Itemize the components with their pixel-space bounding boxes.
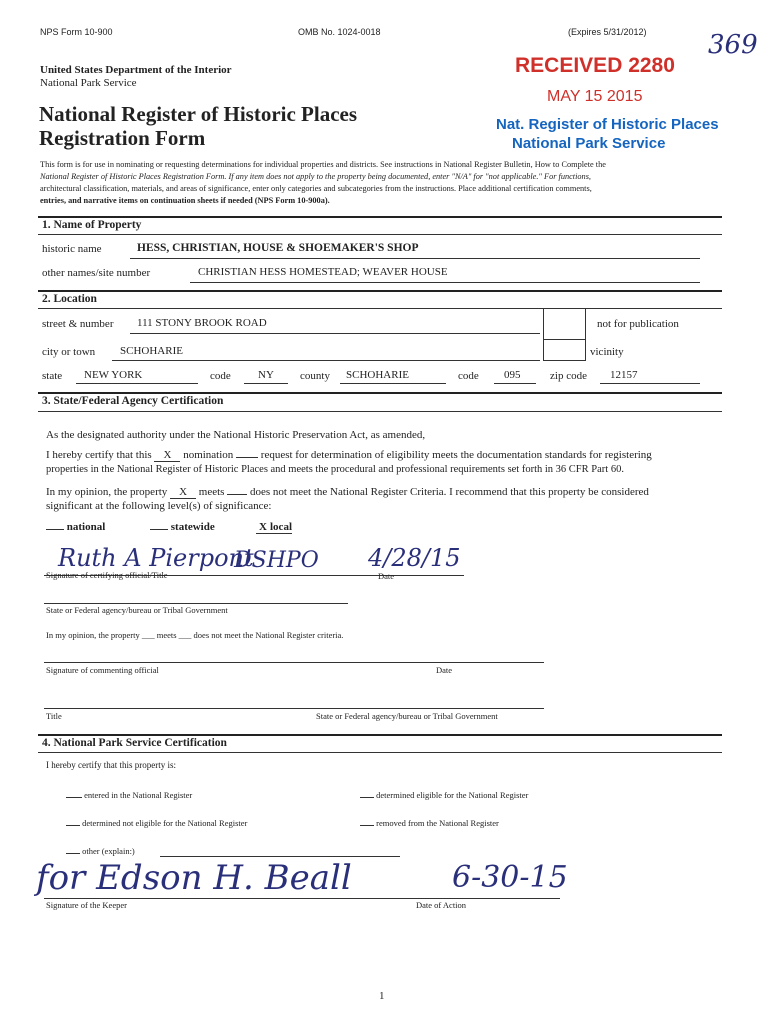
certify-text-a: I hereby certify that this: [46, 449, 152, 461]
authority-statement: As the designated authority under the National Historic Preservation Act, as amended,: [46, 429, 426, 441]
zip-label: zip code: [550, 370, 587, 382]
vicinity-checkbox[interactable]: [543, 339, 586, 361]
street-value[interactable]: 111 STONY BROOK ROAD: [137, 317, 267, 329]
determined-eligible-option: [360, 790, 528, 800]
county-underline: [340, 383, 446, 384]
other-names-underline: [190, 282, 700, 283]
signature-certifying-label: Signature of certifying official/Title: [46, 570, 168, 580]
section-4-heading-rule: [38, 752, 722, 753]
level-national: [46, 521, 105, 533]
state-label: state: [42, 370, 63, 382]
street-underline: [130, 333, 540, 334]
street-label: street & number: [42, 318, 114, 330]
commenting-opinion: In my opinion, the property ___ meets ___ does not meet the National Register criteria.: [46, 630, 344, 640]
determined-not-checkbox[interactable]: [66, 825, 80, 826]
section-4-top-rule: [38, 734, 722, 736]
opinion-line-1: [46, 486, 649, 499]
other-checkbox[interactable]: [66, 853, 80, 854]
opinion-text-a: In my opinion, the property: [46, 486, 168, 498]
request-checkbox[interactable]: [236, 457, 258, 458]
instructions-line-3: architectural classification, materials, and areas of significance, enter only categories and subcategories from the instructions. Place additional certification comments,: [40, 184, 592, 193]
commenting-signature-label: Signature of commenting official: [46, 665, 159, 675]
form-number: NPS Form 10-900: [40, 27, 113, 37]
nomination-checkbox[interactable]: X: [154, 449, 180, 462]
county-label: county: [300, 370, 330, 382]
stamp-line-1: Nat. Register of Historic Places: [496, 116, 719, 133]
action-date: 6-30-15: [452, 860, 568, 895]
removed-option: [360, 818, 499, 828]
keeper-signature: for Edson H. Beall: [36, 858, 352, 898]
statewide-checkbox[interactable]: [150, 529, 168, 530]
section-3-top-rule: [38, 392, 722, 394]
local-label: local: [270, 521, 292, 533]
agency-line: [44, 603, 348, 604]
city-label: city or town: [42, 346, 96, 358]
section-3-heading-rule: [38, 411, 722, 412]
not-for-publication-checkbox[interactable]: [543, 308, 586, 340]
expires-date: (Expires 5/31/2012): [568, 27, 647, 37]
city-underline: [112, 360, 540, 361]
state-code-underline: [244, 383, 288, 384]
title-label: Title: [46, 711, 62, 721]
agency-label: State or Federal agency/bureau or Tribal Government: [46, 605, 228, 615]
certifying-date-label: Date: [378, 571, 395, 581]
other-option: [66, 846, 135, 856]
county-value[interactable]: SCHOHARIE: [346, 369, 409, 381]
determined-eligible-label: determined eligible for the National Register: [376, 790, 529, 800]
zip-value[interactable]: 12157: [610, 369, 638, 381]
determined-eligible-checkbox[interactable]: [360, 797, 374, 798]
title-line: [44, 708, 544, 709]
local-checkbox[interactable]: X: [256, 521, 270, 534]
zip-underline: [600, 383, 700, 384]
entered-checkbox[interactable]: [66, 797, 82, 798]
certify-text-c: request for determination of eligibility meets the documentation standards for registering: [260, 449, 652, 461]
section-2-heading-rule: [38, 308, 722, 309]
instructions-line-4: entries, and narrative items on continuation sheets if needed (NPS Form 10-900a).: [40, 196, 330, 205]
removed-label: removed from the National Register: [376, 818, 499, 828]
received-date-stamp: MAY 15 2015: [547, 88, 643, 105]
section-3-heading: 3. State/Federal Agency Certification: [42, 395, 224, 407]
national-checkbox[interactable]: [46, 529, 64, 530]
section-1-top-rule: [38, 216, 722, 218]
level-local: [256, 521, 292, 534]
county-code-value[interactable]: 095: [504, 369, 521, 381]
section-2-heading: 2. Location: [42, 293, 97, 305]
section-4-heading: 4. National Park Service Certification: [42, 737, 227, 749]
certify-line-2: properties in the National Register of Historic Places and meets the procedural and professional requirements set forth in 36 CFR Part 60.: [46, 464, 624, 475]
national-label: national: [66, 521, 106, 533]
instructions-line-1: This form is for use in nominating or requesting determinations for individual properties and districts. See instructions in National Register Bulletin, How to Complete the: [40, 160, 606, 169]
determined-not-label: determined not eligible for the National Register: [82, 818, 248, 828]
does-not-meet-checkbox[interactable]: [227, 494, 247, 495]
not-for-publication-label: not for publication: [597, 318, 679, 330]
form-title-line-2: Registration Form: [39, 126, 206, 150]
stamp-line-2: National Park Service: [512, 135, 666, 152]
section-2-top-rule: [38, 290, 722, 292]
level-statewide: [150, 521, 215, 533]
state-code-value[interactable]: NY: [258, 369, 274, 381]
page-number: 1: [379, 990, 385, 1002]
opinion-meets-text: meets: [198, 486, 225, 498]
nps-certify-statement: I hereby certify that this property is:: [46, 760, 176, 770]
omb-number: OMB No. 1024-0018: [298, 27, 381, 37]
entered-option: [66, 790, 192, 800]
keeper-signature-line: [44, 898, 560, 899]
handwritten-number: 369: [708, 30, 758, 60]
other-label: other (explain:): [82, 846, 135, 856]
keeper-signature-label: Signature of the Keeper: [46, 900, 127, 910]
form-title-line-1: National Register of Historic Places: [39, 102, 358, 126]
vicinity-label: vicinity: [590, 346, 624, 358]
service-name: National Park Service: [40, 77, 137, 89]
commenting-date-label: Date: [436, 665, 453, 675]
historic-name-label: historic name: [42, 243, 102, 255]
section-1-heading-rule: [38, 234, 722, 235]
certify-line-1: [46, 449, 652, 462]
city-value[interactable]: SCHOHARIE: [120, 345, 183, 357]
entered-label: entered in the National Register: [84, 790, 193, 800]
state-value[interactable]: NEW YORK: [84, 369, 143, 381]
county-code-label: code: [458, 370, 479, 382]
instructions-line-2: National Register of Historic Places Registration Form. If any item does not apply to the property being documented, enter "N/A" for "not applicable." For functions,: [40, 172, 592, 181]
determined-not-option: [66, 818, 247, 828]
state-code-label: code: [210, 370, 231, 382]
county-code-underline: [494, 383, 536, 384]
date-of-action-label: Date of Action: [416, 900, 467, 910]
meets-checkbox[interactable]: X: [170, 486, 196, 499]
other-names-label: other names/site number: [42, 267, 151, 279]
agency-2-label: State or Federal agency/bureau or Tribal Government: [316, 711, 498, 721]
commenting-signature-line: [44, 662, 544, 663]
state-underline: [76, 383, 198, 384]
opinion-line-2: significant at the following level(s) of significance:: [46, 500, 272, 512]
received-stamp: RECEIVED 2280: [515, 54, 675, 77]
opinion-text-b: does not meet the National Register Criteria. I recommend that this property be considered: [249, 486, 649, 498]
certifying-signature: Ruth A Pierpont: [58, 544, 254, 572]
department-name: United States Department of the Interior: [40, 64, 232, 76]
removed-checkbox[interactable]: [360, 825, 374, 826]
certifying-title: DSHPO: [234, 548, 319, 573]
other-names-value[interactable]: CHRISTIAN HESS HOMESTEAD; WEAVER HOUSE: [198, 266, 448, 278]
statewide-label: statewide: [170, 521, 215, 533]
historic-name-underline: [130, 258, 700, 259]
certifying-date: 4/28/15: [368, 544, 461, 572]
certify-text-b: nomination: [183, 449, 234, 461]
historic-name-value[interactable]: HESS, CHRISTIAN, HOUSE & SHOEMAKER'S SHOP: [137, 242, 419, 254]
section-1-heading: 1. Name of Property: [42, 219, 142, 231]
other-explain-line: [160, 856, 400, 857]
